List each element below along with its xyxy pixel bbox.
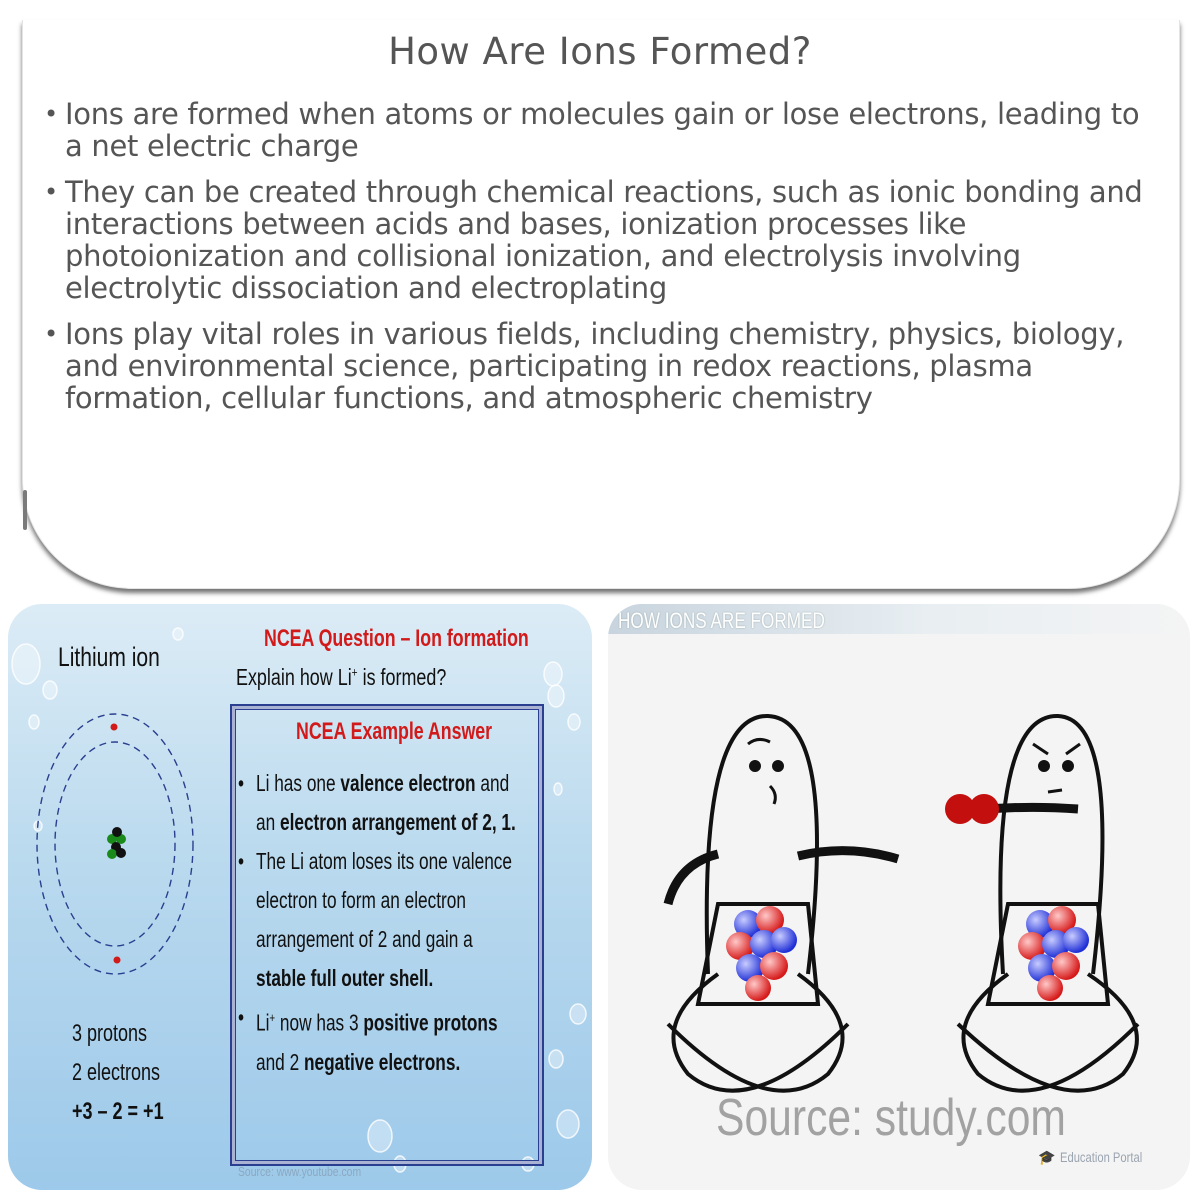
slide-heading: Lithium ion [58,642,160,672]
nucleus-icon [1018,906,1089,1001]
question-title: NCEA Question – Ion formation [264,625,529,652]
source-caption: Source: www.youtube.com [238,1164,362,1179]
count-line: 3 protons [72,1020,148,1047]
bullet-dot: • [238,770,245,796]
question-text: Explain how Li+ is formed? [236,664,447,690]
graduation-cap-icon: 🎓 [1038,1150,1056,1166]
sad-atom-icon [668,716,898,1091]
angry-atom-icon [948,716,1138,1091]
page-title: How Are Ions Formed? [388,30,812,73]
bullet-dot: • [238,848,245,874]
bullet-dot: • [238,1004,245,1030]
answer-title: NCEA Example Answer [296,718,493,745]
nucleus-icon [107,827,126,859]
nucleus-icon [726,906,797,1001]
bullet-dot: • [44,100,58,128]
answer-item: • Li+ now has 3 positive protons and 2 negative electrons. [232,998,525,1082]
lithium-atom-diagram [28,689,218,989]
electrons-icon [945,794,999,824]
bullet-dot: • [44,178,58,206]
count-line: 2 electrons [72,1059,161,1086]
bullet-list [44,98,1154,428]
particle-counts [72,1014,222,1131]
education-portal-logo: 🎓 Education Portal [1038,1149,1143,1166]
answer-list [232,764,525,1082]
bullet-item: • Ions are formed when atoms or molecules gain or lose electrons, leading to a net electric charge [44,97,1140,163]
count-line: +3 – 2 = +1 [72,1098,164,1125]
bullet-dot: • [44,320,58,348]
banner-text: HOW IONS ARE FORMED [618,608,825,633]
answer-item: • The Li atom loses its one valence electron to form an electron arrangement of 2 and gain a stable full outer shell. [232,842,525,998]
answer-box [230,704,544,1166]
answer-item: • Li has one valence electron and an electron arrangement of 2, 1. [232,764,525,842]
bullet-item: • They can be created through chemical reactions, such as ionic bonding and interactions between acids and bases, ionization processes like photoionization and collisional ionization, and electrolysis involving electrolytic dissociation and electroplating [44,175,1143,305]
source-watermark: Source: study.com [716,1089,1066,1147]
lithium-ion-slide-image [8,604,592,1190]
ions-formed-cartoon-image [608,604,1190,1190]
bullet-item: • Ions play vital roles in various fields, including chemistry, physics, biology, and environmental science, participating in redox reactions, plasma formation, cellular functions, and atmospheric chemistry [44,317,1125,415]
card-edge-shade [23,490,27,530]
